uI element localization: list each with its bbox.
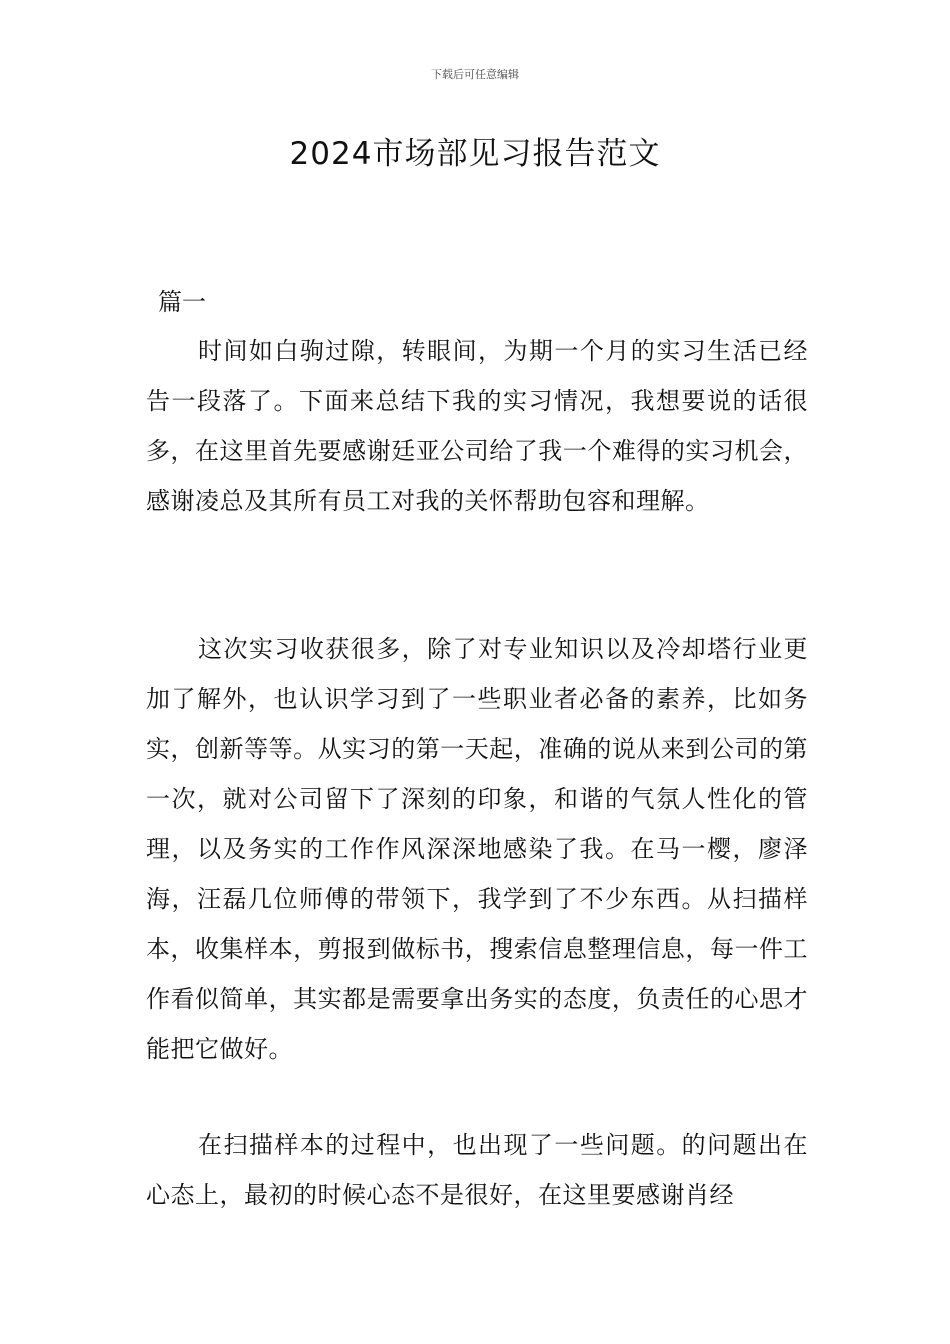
paragraph-3: 在扫描样本的过程中，也出现了一些问题。的问题出在心态上，最初的时候心态不是很好，在这里要感谢肖经: [146, 1131, 808, 1209]
paragraph-2: 这次实习收获很多，除了对专业知识以及冷却塔行业更加了解外，也认识学习到了一些职业者必备的素养，比如务实，创新等等。从实习的第一天起，准确的说从来到公司的第一次，就对公司留下了深刻的印象，和谐的气氛人性化的管理，以及务实的工作作风深深地感染了我。在马一樱，廖泽海，汪磊几位师傅的带领下，我学到了不少东西。从扫描样本，收集样本，剪报到做标书，搜索信息整理信息，每一件工作看似简单，其实都是需要拿出务实的态度，负责任的心思才能把它做好。: [146, 635, 808, 1063]
section-label: 篇一: [158, 288, 206, 316]
paragraph-1: 时间如白驹过隙，转眼间，为期一个月的实习生活已经告一段落了。下面来总结下我的实习情况，我想要说的话很多，在这里首先要感谢廷亚公司给了我一个难得的实习机会，感谢凌总及其所有员工对我的关怀帮助包容和理解。: [146, 337, 808, 515]
document-title: 2024市场部见习报告范文: [289, 136, 661, 172]
header-note: 下载后可任意编辑: [431, 68, 519, 81]
